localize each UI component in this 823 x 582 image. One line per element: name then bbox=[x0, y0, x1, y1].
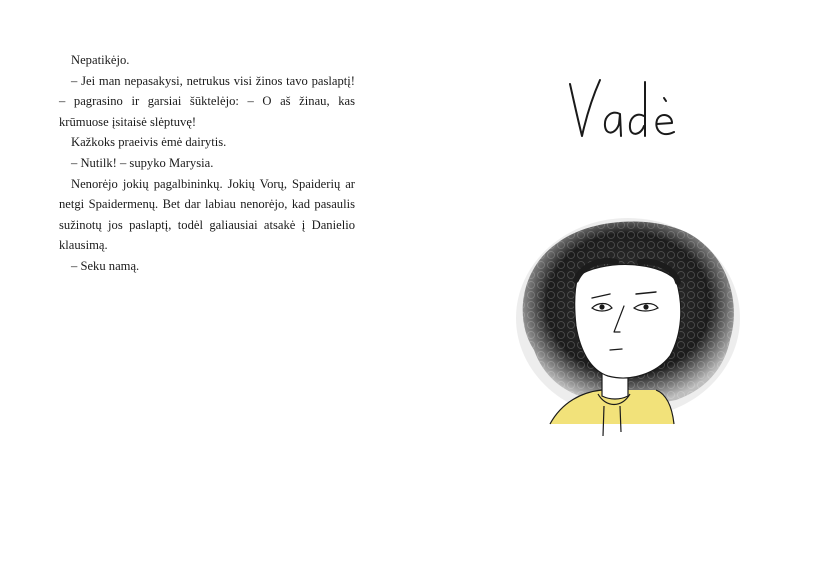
paragraph: Nepatikėjo. bbox=[71, 53, 130, 67]
paragraph: – Nutilk! – supyko Marysia. bbox=[71, 155, 214, 170]
paragraph: – Jei man nepasakysi, netrukus visi žinos tavo paslaptį! – pagrasino ir garsiai šūktelėjo: – O aš žinau, kas krūmuose įsitaisė slėptuvę! bbox=[59, 73, 355, 129]
paragraph: – Seku namą. bbox=[71, 258, 140, 273]
paragraph: Nenorėjo jokių pagalbininkų. Jokių Vorų, Spaiderių ar netgi Spaidermenų. Bet dar labiau nenorėjo, kad pasaulis sužinotų jos paslaptį, todėl galiausiai atsakė į Danielio klausimą. bbox=[59, 176, 355, 253]
chapter-title-lettering bbox=[556, 68, 686, 148]
left-page bbox=[0, 0, 411, 582]
story-text bbox=[59, 50, 355, 277]
girl-portrait-illustration bbox=[506, 210, 746, 450]
right-page bbox=[411, 0, 823, 582]
paragraph: Kažkoks praeivis ėmė dairytis. bbox=[71, 135, 227, 150]
